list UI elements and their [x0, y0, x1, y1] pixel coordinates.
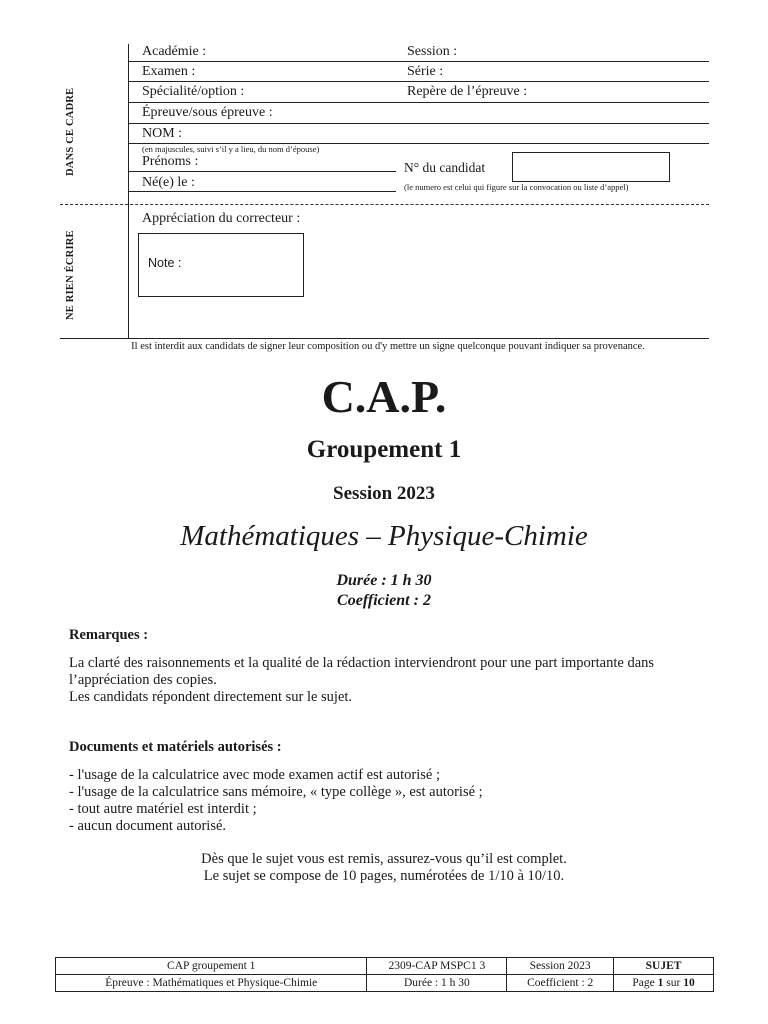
nele-label: Né(e) le : [142, 175, 195, 190]
examen-label: Examen : [142, 64, 196, 79]
prenoms-label: Prénoms : [142, 154, 199, 169]
appreciation-label: Appréciation du correcteur : [142, 211, 301, 226]
remarques-line: La clarté des raisonnements et la qualité de la rédaction interviendront pour une part importante dans [69, 655, 655, 671]
note-label: Note : [148, 256, 182, 270]
footer-cell: CAP groupement 1 [56, 958, 367, 975]
documents-heading: Documents et matériels autorisés : [69, 739, 282, 755]
academie-label: Académie : [142, 44, 207, 59]
footer-cell: Durée : 1 h 30 [367, 975, 507, 992]
header-bottom-rule [60, 338, 709, 339]
closing-line: Le sujet se compose de 10 pages, numérotées de 1/10 à 10/10. [203, 868, 565, 884]
epreuve-label: Épreuve/sous épreuve : [142, 105, 273, 120]
session-label: Session : [407, 44, 458, 59]
page-prefix: Page [632, 977, 658, 989]
side-label-top: DANS CE CADRE [65, 87, 76, 176]
footer-cell: Épreuve : Mathématiques et Physique-Chimie [56, 975, 367, 992]
coefficient: Coefficient : 2 [337, 592, 431, 609]
candidat-number-box[interactable] [512, 152, 670, 182]
cut-line [60, 204, 709, 205]
repere-label: Repère de l’épreuve : [407, 84, 528, 99]
footer-page-cell [614, 975, 714, 992]
anonymity-warning: Il est interdit aux candidats de signer leur composition ou d'y mettre un signe quelconque pouvant indiquer sa provenance. [131, 341, 645, 352]
serie-label: Série : [407, 64, 444, 79]
candidat-hint: (le numero est celui qui figure sur la convocation ou liste d’appel) [404, 182, 629, 192]
remarques-line: l’appréciation des copies. [69, 672, 217, 688]
note-box[interactable] [138, 233, 304, 297]
duration: Durée : 1 h 30 [336, 572, 432, 589]
exam-title: C.A.P. [321, 371, 447, 422]
documents-line: - l'usage de la calculatrice sans mémoire, « type collège », est autorisé ; [69, 784, 483, 800]
page-mid: sur [663, 977, 684, 989]
documents-line: - aucun document autorisé. [69, 818, 227, 834]
rule-specialite [129, 102, 709, 103]
page-number: 1 [657, 977, 664, 989]
rule-prenoms [129, 171, 396, 172]
nom-hint: (en majuscules, suivi s’il y a lieu, du nom d’épouse) [142, 144, 320, 154]
side-label-bottom: NE RIEN ÉCRIRE [65, 230, 76, 320]
closing-line: Dès que le sujet vous est remis, assurez-vous qu’il est complet. [201, 851, 567, 867]
footer-table [55, 957, 714, 992]
footer-cell: 2309-CAP MSPC1 3 [367, 958, 507, 975]
footer-sujet-cell: SUJET [614, 958, 714, 975]
page-total: 10 [683, 977, 695, 989]
candidat-number-label: N° du candidat [404, 160, 486, 175]
nom-label: NOM : [142, 126, 183, 141]
footer-cell: Coefficient : 2 [507, 975, 614, 992]
subject-title: Mathématiques – Physique-Chimie [180, 520, 588, 552]
footer-row [56, 958, 714, 975]
rule-nele [129, 191, 396, 192]
remarques-heading: Remarques : [69, 627, 149, 643]
session-title: Session 2023 [333, 483, 435, 504]
rule-epreuve [129, 123, 709, 124]
rule-academie [129, 61, 709, 62]
footer-cell: Session 2023 [507, 958, 614, 975]
remarques-line: Les candidats répondent directement sur le sujet. [69, 689, 353, 705]
footer-row [56, 975, 714, 992]
rule-examen [129, 81, 709, 82]
documents-line: - tout autre matériel est interdit ; [69, 801, 257, 817]
documents-line: - l'usage de la calculatrice avec mode examen actif est autorisé ; [69, 767, 440, 783]
groupement-title: Groupement 1 [306, 436, 462, 463]
specialite-label: Spécialité/option : [142, 84, 245, 99]
